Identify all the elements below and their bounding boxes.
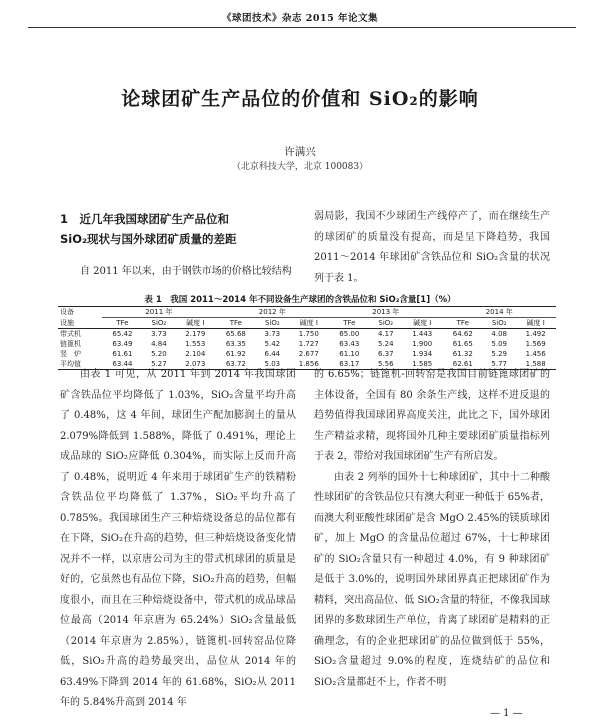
table-cell: 1.900 (412, 340, 433, 348)
table-cell: 5.42 (264, 340, 281, 348)
table-cell: 63.49 (112, 340, 133, 348)
table-cell: 2.073 (185, 360, 206, 368)
header-rule (28, 27, 576, 28)
table-caption: 表 1 我国 2011～2014 年不同设备生产球团的含铁品位和 SiO₂含量[1]（%） (144, 295, 456, 305)
column-header: 碱度 I (402, 318, 443, 329)
column-header: TFe (102, 318, 143, 329)
row-label: 链篦机 (60, 340, 81, 348)
table-cell: 6.37 (377, 350, 394, 358)
journal-header: 《球团技术》杂志 2015 年论文集 (221, 13, 379, 24)
row-label: 平均值 (60, 360, 81, 368)
table-cell: 1.492 (525, 330, 546, 338)
section-heading (60, 209, 295, 249)
table-subheader-row (58, 318, 556, 329)
data-table (58, 306, 556, 370)
table-cell: 1.553 (185, 340, 206, 348)
table-cell: 1.934 (412, 350, 433, 358)
page-number: — 1 — (490, 708, 523, 719)
table-cell: 4.08 (491, 330, 508, 338)
table-cell: 61.32 (452, 350, 473, 358)
paper-title: 论球团矿生产品位的价值和 SiO₂的影响 (121, 88, 479, 110)
table-cell: 6.44 (264, 350, 281, 358)
row-label: 竖 炉 (60, 350, 81, 358)
column-header: SiO₂ (143, 318, 175, 329)
table-corner-bottom: 设施 (58, 318, 102, 329)
column-header: TFe (216, 318, 257, 329)
table-cell: 1.588 (525, 360, 546, 368)
affiliation: （北京科技大学，北京 100083） (231, 162, 369, 172)
table-cell: 4.17 (377, 330, 394, 338)
table-cell: 63.43 (339, 340, 360, 348)
table-cell: 5.24 (377, 340, 394, 348)
table-cell: 3.73 (151, 330, 167, 338)
table-cell: 65.42 (112, 330, 133, 338)
table-cell: 2.104 (185, 350, 206, 358)
table-cell: 63.35 (225, 340, 246, 348)
table-cell: 5.03 (264, 360, 281, 368)
column-header: SiO₂ (370, 318, 402, 329)
intro-right-paragraph: 弱局影，我国不少球团生产线停产了，而在继续生产的球团矿的质量没有提高，而是呈下降趋势，我国 2011～2014 年球团矿含铁品位和 SiO₂含量的状况列于表 1。 (314, 211, 550, 284)
table-cell: 3.73 (264, 330, 281, 338)
table-cell: 65.00 (339, 330, 360, 338)
table-cell: 1.456 (525, 350, 546, 358)
table-cell: 61.92 (225, 350, 246, 358)
table-cell: 4.84 (151, 340, 167, 348)
table-cell: 61.65 (452, 340, 473, 348)
table-cell: 2.677 (298, 350, 319, 358)
table-cell: 5.29 (491, 350, 508, 358)
year-header: 2013 年 (329, 307, 442, 318)
table-cell: 1.569 (525, 340, 546, 348)
table-cell: 63.17 (339, 360, 360, 368)
column-header: TFe (443, 318, 484, 329)
section-heading-line2: SiO₂现状与国外球团矿质量的差距 (60, 232, 237, 246)
table-cell: 1.856 (298, 360, 319, 368)
table-cell: 61.10 (339, 350, 360, 358)
table-cell: 1.585 (412, 360, 433, 368)
table-cell: 2.179 (185, 330, 206, 338)
column-header: 碱度 I (289, 318, 330, 329)
author: 许满兴 (284, 146, 316, 158)
body-right-text (314, 365, 550, 693)
table-cell: 64.62 (452, 330, 473, 338)
row-label: 带式机 (60, 330, 81, 338)
column-header: TFe (329, 318, 370, 329)
table-row (58, 339, 556, 349)
table-cell: 63.72 (225, 360, 246, 368)
body-left-paragraph: 由表 1 可见，从 2011 年到 2014 年我国球团矿含铁品位平均降低了 1.03%，SiO₂含量平均升高了 0.48%，这 4 年间，球团生产配加膨润土的量从 2.079%降低到 1.588%，降低了 0.491%，理论上成品球的 SiO₂应降低 0.304%，而实际上反而升高了 0.48%，说明近 4 年来用于球团矿生产的铁精粉含铁品位平均降低了 1.37%，SiO₂平均升高了 0.785%。我国球团生产三种焙烧设备总的品位都有在下降，SiO₂在升高的趋势，但三种焙烧设备变化情况并不一样，以京唐公司为主的带式机球团的质量是好的，它虽然也有品位下降，SiO₂升高的趋势，但幅度很小，而且在三种焙烧设备中，带式机的成品球品位最高（2014 年京唐为 65.24%）SiO₂含量最低（2014 年京唐为 2.85%），链篦机-回转窑品位降低，SiO₂升高的趋势最突出，品位从 2014 年的 63.49%下降到 2014 年的 61.68%，SiO₂从 2011 年的 5.84%升高到 2014 年 (60, 369, 296, 708)
intro-left-text (60, 262, 295, 283)
year-header: 2014 年 (443, 307, 557, 318)
body-right-paragraph-2: 由表 2 列举的国外十七种球团矿，其中十二种酸性球团矿的含铁品位只有澳大利亚一种低于 65%者，而澳大利亚酸性球团矿是含 MgO 2.45%的镁质球团矿，加上 MgO 的含量品位超过 67%，十七种球团矿的 SiO₂含量只有一种超过 4.0%，有 9 种球团矿是低于 3.0%的，说明国外球团界真正把球团矿作为精料，突出高品位、低 SiO₂含量的特征，不像我国球团界的多数球团生产单位，肯离了球团矿是精料的正确理念，有的企业把球团矿的品位做到低于 55%，SiO₂含量超过 9.0%的程度，连烧结矿的品位和 SiO₂含量都赶不上，作者不明 (314, 471, 550, 688)
table-cell: 1.443 (412, 330, 433, 338)
table-body (58, 329, 556, 370)
table-cell: 5.09 (491, 340, 508, 348)
column-header: SiO₂ (256, 318, 288, 329)
table-cell: 61.61 (112, 350, 133, 358)
intro-left-paragraph: 自 2011 年以来，由于钢铁市场的价格比较结构 (80, 266, 292, 277)
table-row (58, 329, 556, 340)
section-heading-line1: 1 近几年我国球团矿生产品位和 (60, 212, 229, 226)
table-cell: 65.68 (225, 330, 246, 338)
column-header: 碱度 I (515, 318, 556, 329)
table-cell: 5.56 (377, 360, 394, 368)
table-cell: 63.44 (112, 360, 133, 368)
table-cell: 1.727 (298, 340, 319, 348)
column-header: 碱度 I (175, 318, 216, 329)
column-header: SiO₂ (483, 318, 515, 329)
body-right-paragraph-1: 的 6.65%；链篦机-回转窑是我国目前链篦球团矿的主体设备，全国有 80 余条生产线，这样不进反退的趋势值得我国球团界高度关注，此比之下，国外球团生产精益求精，现将国外几种主要球团矿质量指标列于表 2，带给对我国球团矿生产有所启发。 (314, 369, 550, 462)
table-corner-top: 设备 (60, 308, 74, 317)
table-cell: 5.77 (491, 360, 508, 368)
table-cell: 5.27 (151, 360, 167, 368)
intro-right-text (314, 207, 550, 289)
year-header: 2012 年 (216, 307, 329, 318)
table-cell: 5.20 (151, 350, 167, 358)
table-row (58, 349, 556, 359)
table-cell: 62.61 (452, 360, 473, 368)
body-left-text (60, 365, 296, 714)
year-header: 2011 年 (102, 307, 215, 318)
table-cell: 1.750 (298, 330, 319, 338)
